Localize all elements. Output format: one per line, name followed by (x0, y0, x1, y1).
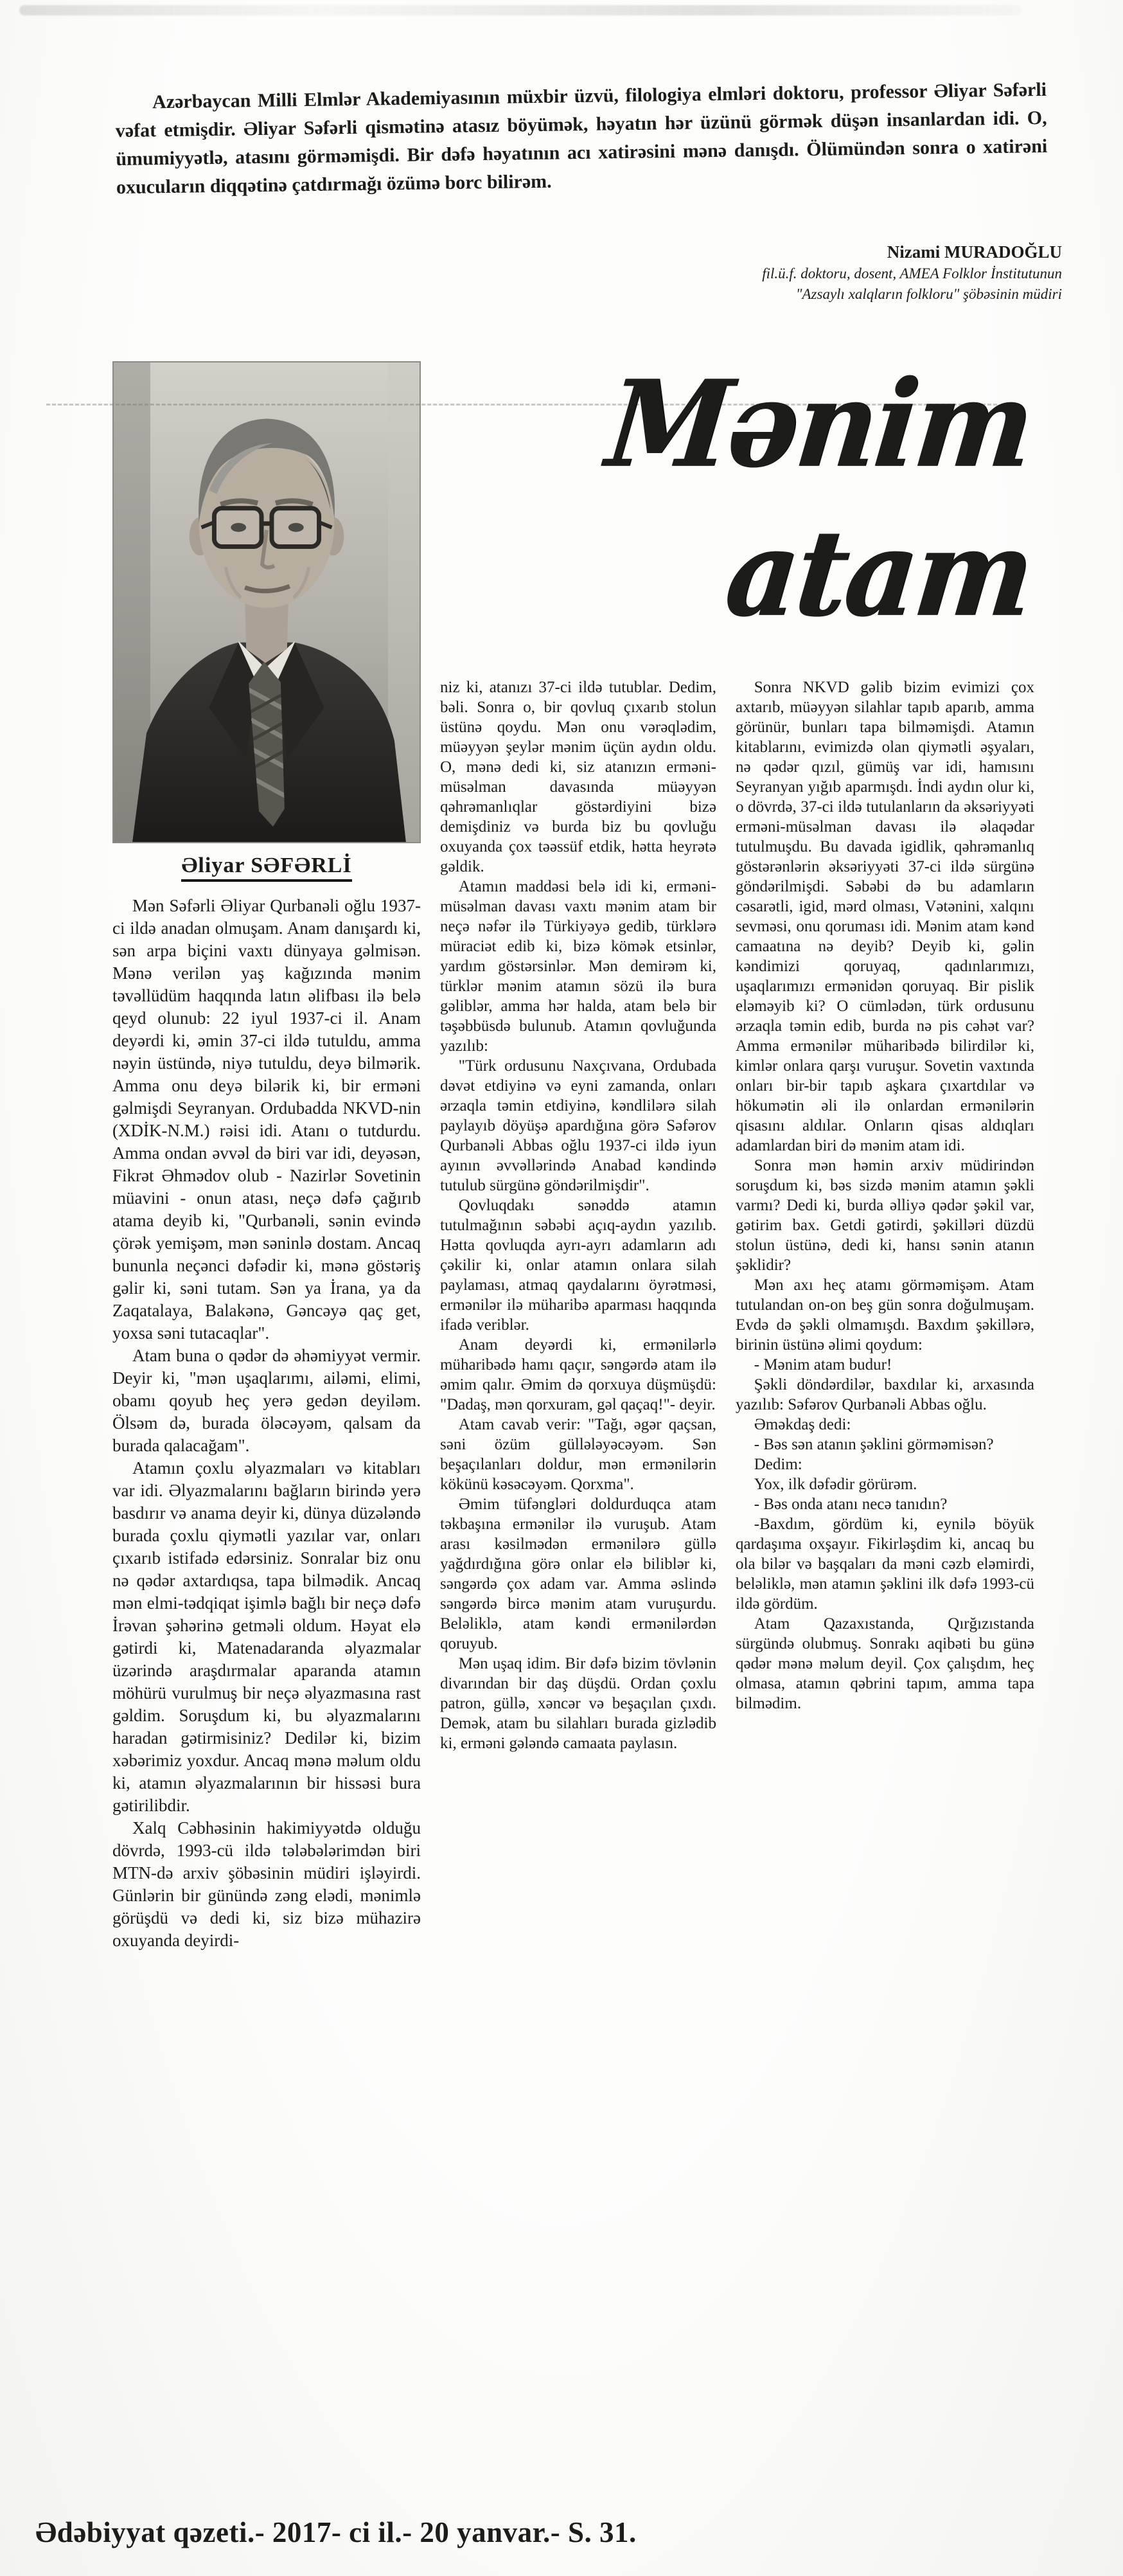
article-paragraph: Xalq Cəbhəsinin hakimiyyətdə olduğu dövrdə, 1993-cü ildə tələbələrimdən biri MTN-də arxiv şöbəsinin müdiri işləyirdi. Günlərin bir günündə zəng elədi, mənimlə görüşdü və dedi ki, siz bizə mühazirə oxuyanda deyirdi- (112, 1818, 421, 1950)
article-right-area (440, 353, 1039, 1952)
portrait-photo (112, 361, 421, 843)
article-column-3 (736, 677, 1034, 1753)
article-column-1 (112, 361, 421, 1952)
article-title-line1: Mənim (601, 353, 1038, 495)
byline-author-name: Nizami MURADOĞLU (887, 242, 1062, 262)
article-paragraph: Əməkdaş dedi: (754, 1416, 851, 1433)
photo-caption: Əliyar SƏFƏRLİ (112, 854, 421, 878)
article-column-2 (440, 677, 716, 1753)
portrait-photo-illustration (114, 362, 420, 842)
article-paragraph: Mən axı heç atamı görməmişəm. Atam tutulandan on-on beş gün sonra doğulmuşam. Evdə də şəkli olmamışdı. Baxdım şəkillərə, birinin üstünə əlimi qoydum: (736, 1276, 1034, 1354)
article-title (440, 350, 1039, 648)
column-2-text (440, 677, 716, 1753)
article-paragraph: Sonra mən həmin arxiv müdirindən soruşdum ki, bəs sizdə mənim atamın şəkli varmı? Dedi ki, burda əlliyə qədər şəkil var, gətirim bax. Getdi gətirdi, şəkilləri düzdü stolun üstünə, dedi ki, hansı sənin atanın şəklidir? (736, 1157, 1034, 1274)
byline (0, 240, 1123, 305)
column-3-text (736, 677, 1034, 1713)
article-paragraph: Əmim tüfəngləri doldurduqca atam təkbaşına ermənilər ilə vuruşub. Atam arası kəsilmədən ermənilərə güllə yağdırdığına görə onlar elə biliblər ki, səngərdə çox adam var. Amma əslində səngərdə bircə mənim atam vuruşurdu. Beləliklə, atam kəndi ermənilərdən qoruyub. (440, 1496, 716, 1652)
article-paragraph: Atam cavab verir: "Tağı, əgər qaçsan, səni özüm güllələyəcəyəm. Sən beşaçılanları doldur, mən ermənilərin kökünü kəsəcəyəm. Qorxma". (440, 1416, 716, 1493)
article-paragraph: Şəkli döndərdilər, baxdılar ki, arxasında yazılıb: Səfərov Qurbanəli Abbas oğlu. (736, 1376, 1034, 1413)
article-paragraph: Atam buna o qədər də əhəmiyyət vermir. Deyir ki, "mən uşaqlarımı, ailəmi, elimi, obamı qoyub heç yerə gedən deyiləm. Ölsəm də, burada öləcəyəm, qalsam da burada qalacağam". (112, 1346, 421, 1455)
article-paragraph: - Bəs onda atanı necə tanıdın? (754, 1496, 948, 1513)
article-paragraph: Mən Səfərli Əliyar Qurbanəli oğlu 1937-ci ildə anadan olmuşam. Anam danışardı ki, sən arpa biçini vaxtı dünyaya gəlmisən. Mənə verilən yaş kağızında mənim təvəllüdüm haqqında latın əlifbası ilə belə qeyd olunub: 22 iyul 1937-ci il. Anam deyərdi ki, əmin 37-ci ildə tutuldu, amma nəyin üstündə, niyə tutuldu, deyə bilmərik. Amma onu deyə bilərik ki, bir erməni gəlmişdi Seyranyan. Ordubadda NKVD-nin (XDİK-N.M.) rəisi idi. Atanı o tutdurdu. Amma ondan əvvəl də biri var idi, deyəsən, Fikrət Əhmədov olub - Nazirlər Sovetinin müavini - onun atası, neçə dəfə çağırıb atama deyib ki, "Qurbanəli, sənin evində çörək yemişəm, mən səninlə dostam. Ancaq bununla neçənci dəfədir ki, mənə göstəriş gəlir ki, səni tutam. Sən ya İrana, ya da Zaqatalaya, Balakənə, Gəncəyə qaç get, yoxsa səni tutacaqlar". (112, 896, 421, 1343)
column-1-text (112, 895, 421, 1952)
byline-role-line1: fil.ü.f. doktoru, dosent, AMEA Folklor İnstitutunun (762, 265, 1062, 282)
scan-smudge-artifact (19, 5, 1021, 15)
article-paragraph: Dedim: (754, 1456, 802, 1473)
article-paragraph: niz ki, atanızı 37-ci ildə tutublar. Dedim, bəli. Sonra o, bir qovluq çıxarıb stolun üstünə qoydu. Mən onu vərəqlədim, müəyyən şeylər mənim üçün aydın oldu. O, mənə dedi ki, siz atanızın erməni-müsəlman davasında müəyyən qəhrəmanlıqlar göstərdiyini bizə demişdiniz və burda biz bu qovluğu oxuyanda çox təəssüf etdik, hətta heyrətə gəldik. (440, 679, 716, 875)
footer-citation: Ədəbiyyat qəzeti.- 2017- ci il.- 20 yanvar.- S. 31. (35, 2516, 637, 2548)
article-paragraph: - Bəs sən atanın şəklini görməmisən? (754, 1436, 994, 1453)
article-paragraph: Atamın maddəsi belə idi ki, erməni-müsəlman davası vaxtı mənim atam bir neçə nəfər ilə Türkiyəyə gedib, türklərə müraciət edib ki, bizə kömək etsinlər, yardım göstərsinlər. Mən demirəm ki, türklər mənim atamın sözü ilə bura gəliblər, amma hər halda, atam belə bir təşəbbüsdə bulunub. Atamın qovluğunda yazılıb: (440, 878, 716, 1055)
article-paragraph: - Mənim atam budur! (754, 1356, 892, 1373)
article-paragraph: -Baxdım, gördüm ki, eynilə böyük qardaşıma oxşayır. Fikirləşdim ki, ancaq bu ola bilər və başqaları da məni cəzb eləmirdi, beləliklə, mən atamın şəklini ilk dəfə 1993-cü ildə gördüm. (736, 1516, 1034, 1613)
article-paragraph: Mən uşaq idim. Bir dəfə bizim tövlənin divarından bir daş düşdü. Ordan çoxlu patron, güllə, xəncər və beşaçılan çıxdı. Demək, atam bu silahları burada gizlədib ki, erməni gələndə camaata paylasın. (440, 1655, 716, 1752)
article-paragraph: Qovluqdakı sənəddə atamın tutulmağının səbəbi açıq-aydın yazılıb. Hətta qovluqda ayrı-ayrı adamların adı çəkilir ki, onlar atamın onlara silah paylaması, atmaq qaydalarını öyrətməsi, ermənilər ilə müharibə aparması haqqında ifadə veriblər. (440, 1197, 716, 1334)
article-body (0, 353, 1123, 1952)
article-title-line2: atam (720, 502, 1038, 644)
article-paragraph: Yox, ilk dəfədir görürəm. (754, 1476, 917, 1493)
article-paragraph: Atam Qazaxıstanda, Qırğızıstanda sürgündə olubmuş. Sonrakı aqibəti bu günə qədər mənə məlum deyil. Çox çalışdım, heç olmasa, atamın qəbrini tapım, amma tapa bilmədim. (736, 1615, 1034, 1712)
article-paragraph: Sonra NKVD gəlib bizim evimizi çox axtarıb, müəyyən silahlar tapıb aparıb, amma görünür, bunları tapa bilməmişdi. Atamın kitablarını, evimizdə olan qiymətli əşyaları, nə qədər qızıl, gümüş var idi, hamısını Seyranyan yığıb aparmışdı. İndi aydın olur ki, o dövrdə, 37-ci ildə tutulanların da əksəriyyəti erməni-müsəlman davası ilə əlaqədar tutulmuşdu. Bu davada igidlik, qəhrəmanlıq göstərənlərin əksəriyyəti 37-ci ildə sürgünə göndərilmişdi. Səbəbi də bu adamların cəsarətli, igid, mərd olması, Vətənini, xalqını sevməsi, onu qoruması idi. Mənim atam kənd camaatına nə deyib? Deyib ki, gəlin kəndimizi qoruyaq, qadınlarımızı, uşaqlarımızı ermənidən qoruyaq. Bir pislik eləməyib ki? O cümlədən, türk ordusunu ərzaqla təmin edib, burda nə pis cəhət var? Amma ermənilər müharibədə bilirdilər ki, kimlər onlara qarşı vuruşur. Sovetin vaxtında onları bir-bir tapıb aşkara çıxartdılar və hökumətin əli ilə onlardan ermənilərin qisasını aldılar. Onların qisas aldıqları adamlardan biri də mənim atam idi. (736, 679, 1034, 1154)
article-paragraph: "Türk ordusunu Naxçıvana, Ordubada dəvət etdiyinə və eyni zamanda, onları ərzaqla təmin etdiyinə, kəndlilərə silah paylayıb döyüşə apardığına görə Səfərov Qurbanəli Abbas oğlu 1937-ci ildə iyun ayının əvvəllərində Anabad kəndində tutulub sürgünə göndərilmişdir". (440, 1057, 716, 1194)
article-paragraph: Anam deyərdi ki, ermənilərlə müharibədə hamı qaçır, səngərdə atam ilə əmim qalır. Əmim də qorxuya düşmüşdü: "Dadaş, mən qorxuram, gəl qaçaq!"- deyir. (440, 1336, 716, 1413)
article-paragraph: Atamın çoxlu əlyazmaları və kitabları var idi. Əlyazmalarını bağların birində yerə basdırır və anama deyir ki, dünya düzələndə burada çoxlu qiymətli yazılar var, onları çıxarıb istifadə edərsiniz. Sonralar biz onu nə qədər axtardıqsa, tapa bilmədik. Ancaq mən elmi-tədqiqat işimlə bağlı bir neçə dəfə İrəvan şəhərinə getməli oldum. Həyat elə gətirdi ki, Matenadaranda əlyazmalar üzərində araşdırmalar aparanda atamın möhürü vurulmuş bir neçə əlyazmasına rast gəldim. Soruşdum ki, bu əlyazmalarını haradan gətirmisiniz? Dedilər ki, bizim xəbərimiz yoxdur. Ancaq mənə məlum oldu ki, atamın əlyazmalarının bir hissəsi bura gətirilibdir. (112, 1458, 421, 1815)
lead-paragraph: Azərbaycan Milli Elmlər Akademiyasının müxbir üzvü, filologiya elmləri doktoru, professor Əliyar Səfərli vəfat etmişdir. Əliyar Səfərli qismətinə atasız böyümək, həyatın hər üzünü görmək düşən insanlardan idi. O, ümumiyyətlə, atasını görməmişdi. Bir dəfə həyatının acı xatirəsini mənə danışdı. Ölümündən sonra o xatirəni oxucuların diqqətinə çatdırmağı özümə borc bilirəm. (115, 78, 1048, 199)
byline-role-line2: "Azsaylı xalqların folkloru" şöbəsinin müdiri (795, 286, 1062, 302)
